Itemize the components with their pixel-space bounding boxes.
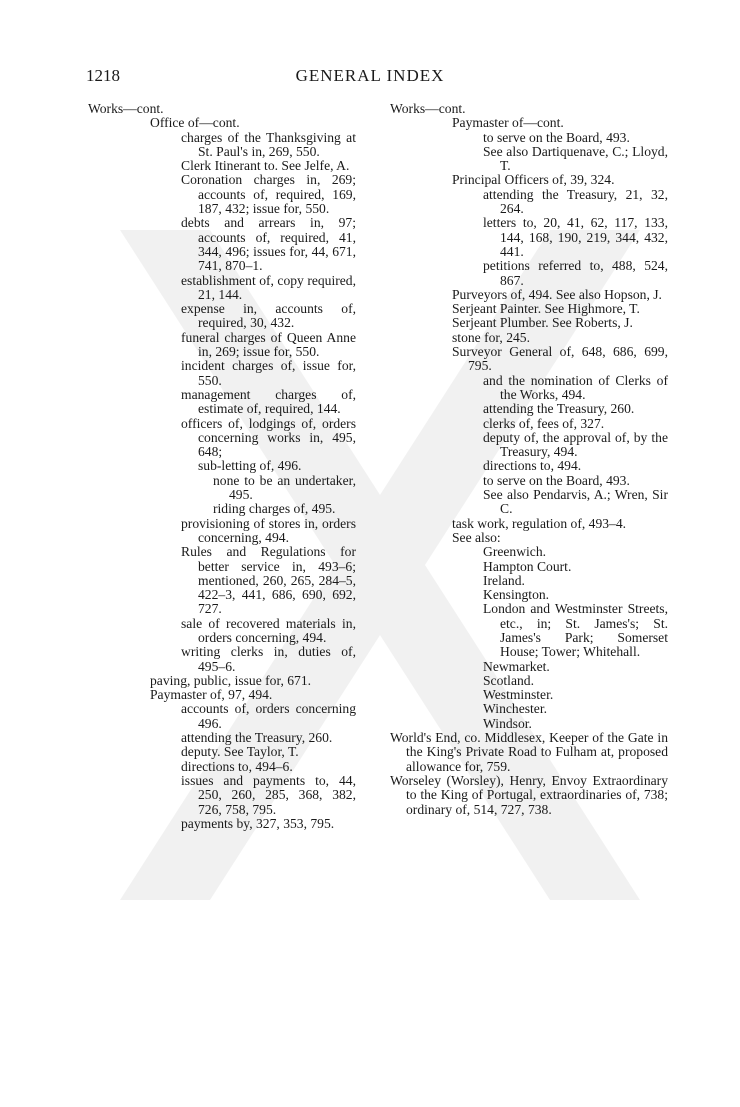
index-entry: Rules and Regulations for better service in, 493–6; mentioned, 260, 265, 284–5, 422–3, 441, 686, 690, 692, 727. <box>181 544 356 617</box>
page-header <box>86 66 654 90</box>
index-entry: attending the Treasury, 21, 32, 264. <box>483 186 668 217</box>
index-entry: to serve on the Board, 493. <box>483 129 630 145</box>
index-entry: accounts of, orders concerning 496. <box>181 701 356 731</box>
index-entry: Serjeant Plumber. See Roberts, J. <box>452 315 633 331</box>
index-entry: See also Pendarvis, A.; Wren, Sir C. <box>483 487 668 517</box>
page-number: 1218 <box>86 66 120 85</box>
index-entry: establishment of, copy required, 21, 144. <box>181 272 356 302</box>
index-entry: management charges of, estimate of, required, 144. <box>181 386 356 417</box>
index-entry: Greenwich. <box>483 544 547 560</box>
index-entry: Surveyor General of, 648, 686, 699, 795. <box>452 344 668 374</box>
index-entry: paving, public, issue for, 671. <box>150 672 312 688</box>
index-entry: letters to, 20, 41, 62, 117, 133, 144, 168, 190, 219, 344, 432, 441. <box>483 215 668 259</box>
index-entry: Ireland. <box>483 572 525 588</box>
index-entry: riding charges of, 495. <box>213 501 336 517</box>
index-entry: issues and payments to, 44, 250, 260, 285, 368, 382, 726, 758, 795. <box>181 772 356 817</box>
index-entry: London and Westminster Streets, etc., in; St. James's; St. James's Park; Somerset House; Tower; Whitehall. <box>483 601 668 660</box>
page-title: GENERAL INDEX <box>295 66 445 85</box>
index-entry: Newmarket. <box>483 658 550 674</box>
index-entry: deputy of, the approval of, by the Treasury, 494. <box>483 429 668 460</box>
index-entry: Worseley (Worsley), Henry, Envoy Extraordinary to the King of Portugal, extraordinaries of, 738; ordinary of, 514, 727, 738. <box>390 772 668 817</box>
index-entry: expense in, accounts of, required, 30, 432. <box>181 301 356 331</box>
index-entry: Hampton Court. <box>483 558 572 574</box>
index-entry: task work, regulation of, 493–4. <box>452 515 627 531</box>
index-entry: Westminster. <box>483 687 554 703</box>
index-entry: to serve on the Board, 493. <box>483 472 630 488</box>
index-entry: sale of recovered materials in, orders concerning, 494. <box>181 615 356 645</box>
index-entry: Paymaster of, 97, 494. <box>150 687 273 703</box>
index-entry: provisioning of stores in, orders concerning, 494. <box>181 515 356 545</box>
index-entry: payments by, 327, 353, 795. <box>181 815 335 831</box>
index-entry: Windsor. <box>483 715 532 731</box>
index-entry: debts and arrears in, 97; accounts of, required, 41, 344, 496; issues for, 44, 671, 741, 870–1. <box>181 215 356 274</box>
index-entry: none to be an undertaker, 495. <box>213 472 356 503</box>
index-entry: See also Dartiquenave, C.; Lloyd, T. <box>483 143 668 174</box>
index-entry: Serjeant Painter. See Highmore, T. <box>452 301 640 317</box>
index-entry: Principal Officers of, 39, 324. <box>452 172 615 188</box>
index-column-left <box>88 102 356 831</box>
index-entry: Scotland. <box>483 672 534 688</box>
index-entry: funeral charges of Queen Anne in, 269; issue for, 550. <box>181 329 356 360</box>
index-column-right <box>390 102 668 817</box>
index-entry: directions to, 494–6. <box>181 758 293 774</box>
index-entry: stone for, 245. <box>452 329 530 345</box>
index-entry: writing clerks in, duties of, 495–6. <box>181 644 356 674</box>
index-entry: Coronation charges in, 269; accounts of, required, 169, 187, 432; issue for, 550. <box>181 172 356 217</box>
index-entry: World's End, co. Middlesex, Keeper of the Gate in the King's Private Road to Fulham at, proposed allowance for, 759. <box>390 730 668 774</box>
index-entry: attending the Treasury, 260. <box>483 401 635 417</box>
index-entry: clerks of, fees of, 327. <box>483 415 605 431</box>
index-entry: See also: <box>452 529 501 545</box>
index-entry: Office of—cont. <box>150 115 240 131</box>
index-entry: Works—cont. <box>88 101 164 116</box>
index-entry: incident charges of, issue for, 550. <box>181 358 356 388</box>
index-entry: attending the Treasury, 260. <box>181 730 333 746</box>
index-entry: Clerk Itinerant to. See Jelfe, A. <box>181 158 350 174</box>
index-entry: Purveyors of, 494. See also Hopson, J. <box>452 286 662 302</box>
index-entry: directions to, 494. <box>483 458 582 474</box>
index-entry: Works—cont. <box>390 101 466 116</box>
index-entry: Kensington. <box>483 587 550 603</box>
index-entry: charges of the Thanksgiving at St. Paul's in, 269, 550. <box>181 129 356 159</box>
index-entry: deputy. See Taylor, T. <box>181 744 299 760</box>
index-entry: officers of, lodgings of, orders concerning works in, 495, 648; <box>181 415 356 460</box>
index-entry: Winchester. <box>483 701 547 717</box>
index-entry: sub-letting of, 496. <box>198 458 302 474</box>
index-entry: and the nomination of Clerks of the Works, 494. <box>483 372 668 402</box>
index-entry: Paymaster of—cont. <box>452 115 564 131</box>
index-entry: petitions referred to, 488, 524, 867. <box>483 258 668 288</box>
